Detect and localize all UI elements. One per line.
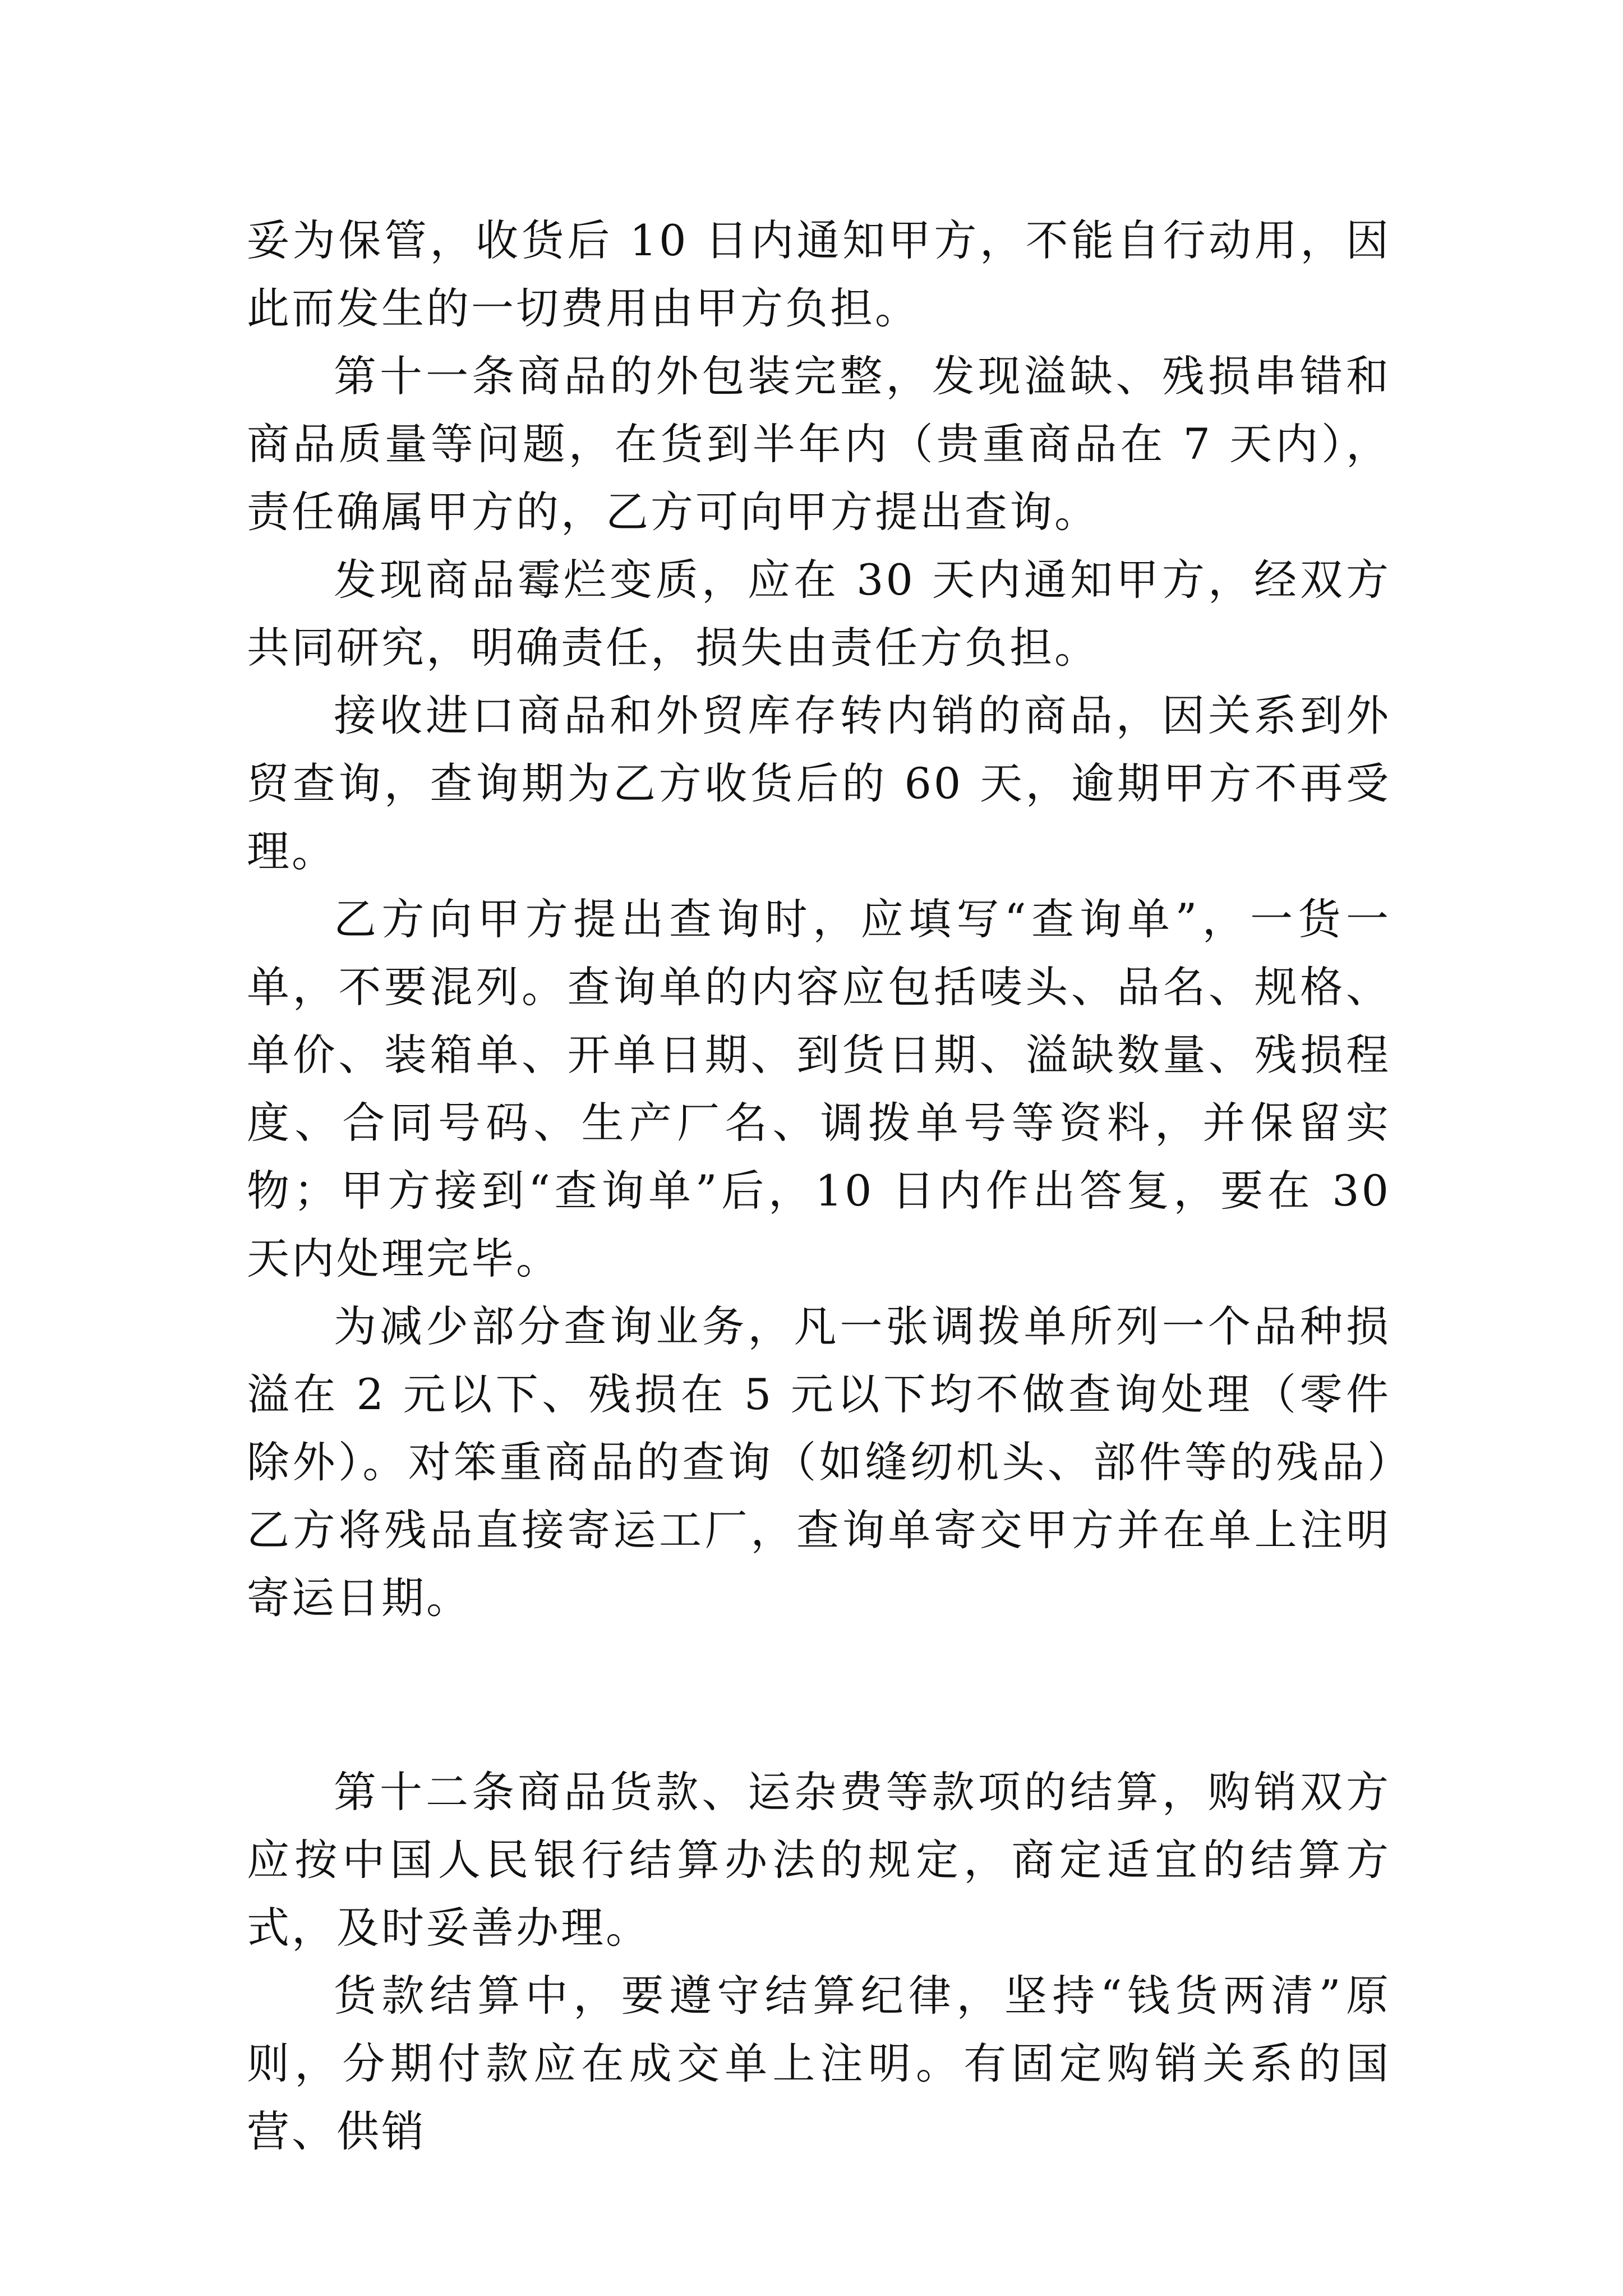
- document-body: [247, 206, 1391, 2165]
- paragraph-article-12: 第十二条商品货款、运杂费等款项的结算，购销双方应按中国人民银行结算办法的规定，商定适宜的结算方式，及时妥善办理。: [247, 1767, 1391, 1953]
- paragraph-spoilage: 发现商品霉烂变质，应在 30 天内通知甲方，经双方共同研究，明确责任，损失由责任方负担。: [247, 555, 1391, 673]
- paragraph-reduce-inquiries: 为减少部分查询业务，凡一张调拨单所列一个品种损溢在 2 元以下、残损在 5 元以下均不做查询处理（零件除外）。对笨重商品的查询（如缝纫机头、部件等的残品）乙方将残品直接寄运工厂，查询单寄交甲方并在单上注明寄运日期。: [247, 1301, 1391, 1623]
- paragraph-article-11: 第十一条商品的外包装完整，发现溢缺、残损串错和商品质量等问题，在货到半年内（贵重商品在 7 天内），责任确属甲方的，乙方可向甲方提出查询。: [247, 351, 1391, 537]
- paragraph-inquiry-form: 乙方向甲方提出查询时，应填写“查询单”，一货一单，不要混列。查询单的内容应包括唛头、品名、规格、单价、装箱单、开单日期、到货日期、溢缺数量、残损程度、合同号码、生产厂名、调拨单号等资料，并保留实物；甲方接到“查询单”后，10 日内作出答复，要在 30 天内处理完毕。: [247, 894, 1391, 1283]
- paragraph-continuation: 妥为保管，收货后 10 日内通知甲方，不能自行动用，因此而发生的一切费用由甲方负担。: [247, 215, 1391, 333]
- paragraph-settlement: 货款结算中，要遵守结算纪律，坚持“钱货两清”原则，分期付款应在成交单上注明。有固定购销关系的国营、供销: [247, 1971, 1391, 2156]
- paragraph-import-goods: 接收进口商品和外贸库存转内销的商品，因关系到外贸查询，查询期为乙方收货后的 60 天，逾期甲方不再受理。: [247, 691, 1391, 876]
